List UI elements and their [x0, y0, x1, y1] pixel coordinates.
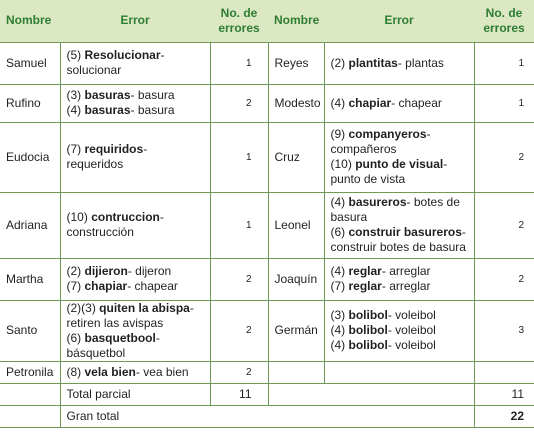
error-line [67, 63, 207, 78]
error-correction: construir botes de basura [330, 240, 466, 254]
error-number: (6) [330, 225, 349, 239]
error-correction: basura [330, 210, 368, 224]
error-correction: - [189, 300, 194, 315]
empty-cell [268, 405, 324, 427]
error-number: (4) [330, 338, 349, 352]
header-count-right: No. de errores [474, 0, 534, 42]
error-count: 3 [474, 300, 534, 361]
error-number: (10) [330, 157, 356, 171]
error-number: (2) [66, 264, 85, 278]
error-line [331, 157, 471, 172]
student-name [268, 361, 324, 383]
error-cell [324, 84, 474, 122]
error-correction: - [443, 157, 448, 171]
student-name: Petronila [0, 361, 60, 383]
error-cell [324, 42, 474, 84]
error-word: basuras [84, 88, 131, 102]
empty-cell [324, 405, 474, 427]
error-count: 1 [210, 122, 268, 192]
error-number: (8) [66, 364, 85, 379]
student-name: Modesto [268, 84, 324, 122]
error-word: bolibol [348, 308, 388, 322]
error-line [331, 210, 471, 225]
error-number: (2)(3) [66, 300, 100, 315]
error-word: dijieron [84, 264, 128, 278]
header-nombre-left: Nombre [0, 0, 60, 42]
error-correction: básquetbol [66, 345, 126, 360]
error-correction: - botes de [406, 195, 460, 209]
error-count: 2 [474, 192, 534, 258]
error-count: 2 [474, 258, 534, 300]
error-line [331, 96, 471, 111]
error-number: (7) [66, 279, 85, 293]
error-correction: punto de vista [330, 172, 406, 186]
student-name: Eudocia [0, 122, 60, 192]
error-correction: compañeros [330, 142, 397, 156]
error-correction: - chapear [127, 279, 178, 293]
error-word: construir basureros [348, 225, 462, 239]
error-line [331, 225, 471, 240]
error-correction: - [461, 225, 466, 239]
student-name: Rufino [0, 84, 60, 122]
error-line [67, 142, 207, 172]
error-correction: - vea bien [135, 364, 189, 379]
error-line [67, 346, 207, 361]
error-word: quiten la abispa [99, 300, 190, 315]
error-number: (5) [66, 48, 85, 62]
total-parcial-label: Total parcial [60, 383, 210, 405]
error-cell [60, 300, 210, 361]
error-count: 1 [474, 42, 534, 84]
error-number: (7) [330, 279, 349, 293]
error-count: 1 [210, 192, 268, 258]
table-row [0, 42, 534, 84]
error-count: 2 [474, 122, 534, 192]
error-number: (2) [330, 55, 349, 70]
table-row [0, 258, 534, 300]
table-body [0, 42, 534, 427]
error-line [67, 365, 207, 380]
error-line [67, 225, 207, 240]
error-cell [60, 84, 210, 122]
student-name: Leonel [268, 192, 324, 258]
error-cell [324, 122, 474, 192]
student-name: Cruz [268, 122, 324, 192]
error-correction: - [426, 127, 431, 141]
error-word: reglar [348, 264, 382, 278]
error-cell [324, 258, 474, 300]
header-count-left: No. de errores [210, 0, 268, 42]
error-correction: - arreglar [381, 264, 431, 278]
error-number: (6) [66, 330, 85, 345]
error-line [331, 142, 471, 157]
error-word: chapiar [348, 95, 392, 110]
error-count: 2 [210, 258, 268, 300]
error-correction: - requeridos [66, 142, 148, 171]
error-number: (3) [66, 88, 85, 102]
error-word: vela bien [84, 364, 136, 379]
error-count: 2 [210, 361, 268, 383]
error-number: (4) [330, 323, 349, 337]
table-row [0, 300, 534, 361]
error-correction: - voleibol [387, 308, 436, 322]
error-number: (4) [330, 195, 349, 209]
error-word: plantitas [348, 55, 398, 70]
error-correction: - dijeron [127, 264, 172, 278]
error-number: (3) [330, 308, 349, 322]
error-line [67, 210, 207, 225]
error-cell [60, 192, 210, 258]
error-cell [324, 192, 474, 258]
error-number: (9) [330, 127, 349, 141]
error-correction: construcción [66, 225, 134, 239]
empty-cell [268, 383, 324, 405]
total-parcial-left: 11 [210, 383, 268, 405]
error-count: 2 [210, 84, 268, 122]
error-number: (7) [66, 142, 85, 156]
error-line [67, 279, 207, 294]
table-row [0, 192, 534, 258]
header-error-left: Error [60, 0, 210, 42]
total-parcial-row [0, 383, 534, 405]
error-word: requiridos [84, 142, 144, 156]
error-correction: - voleibol [387, 323, 436, 337]
error-line [331, 127, 471, 142]
table-row [0, 122, 534, 192]
student-name: Samuel [0, 42, 60, 84]
error-correction: - voleibol [387, 338, 436, 352]
error-word: punto de visual [355, 157, 444, 171]
error-number: (4) [330, 264, 349, 278]
error-correction: - chapear [391, 95, 442, 110]
error-line [67, 316, 207, 331]
error-cell [60, 122, 210, 192]
error-correction: - [155, 330, 160, 345]
error-cell [324, 300, 474, 361]
table-row [0, 84, 534, 122]
error-word: reglar [348, 279, 382, 293]
error-line [67, 48, 207, 63]
error-line [331, 172, 471, 187]
error-correction: - arreglar [381, 279, 431, 293]
error-word: chapiar [84, 279, 128, 293]
student-name: Joaquín [268, 258, 324, 300]
error-count: 2 [210, 300, 268, 361]
total-parcial-right: 11 [474, 383, 534, 405]
error-correction: retiren las avispas [66, 315, 164, 330]
error-line [331, 195, 471, 210]
student-name: Adriana [0, 192, 60, 258]
error-correction: - plantas [397, 55, 444, 70]
error-count [474, 361, 534, 383]
header-nombre-right: Nombre [268, 0, 324, 42]
empty-cell [0, 405, 60, 427]
header-error-right: Error [324, 0, 474, 42]
error-line [331, 308, 471, 323]
error-correction: - [160, 48, 165, 62]
error-correction: - [159, 210, 164, 224]
error-cell [324, 361, 474, 383]
error-cell [60, 258, 210, 300]
error-line [331, 264, 471, 279]
error-word: companyeros [348, 127, 427, 141]
error-correction: - basura [130, 88, 175, 102]
error-line [331, 240, 471, 255]
error-number: (4) [330, 95, 349, 110]
error-count: 1 [210, 42, 268, 84]
empty-cell [324, 383, 474, 405]
error-correction: - basura [130, 103, 175, 117]
error-line [67, 264, 207, 279]
student-name: Germán [268, 300, 324, 361]
error-line [67, 88, 207, 103]
student-name: Reyes [268, 42, 324, 84]
error-line [67, 103, 207, 118]
error-cell [60, 361, 210, 383]
empty-cell [210, 405, 268, 427]
gran-total-value: 22 [474, 405, 534, 427]
table-row [0, 361, 534, 383]
error-correction: solucionar [66, 63, 122, 77]
error-word: basureros [348, 195, 407, 209]
error-word: contruccion [91, 210, 160, 224]
error-line [331, 56, 471, 71]
error-number: (4) [66, 103, 85, 117]
error-line [331, 323, 471, 338]
error-word: basquetbool [84, 330, 156, 345]
error-line [67, 301, 207, 316]
error-word: bolibol [348, 323, 388, 337]
error-word: Resolucionar [84, 48, 161, 62]
student-name: Santo [0, 300, 60, 361]
gran-total-label: Gran total [60, 405, 210, 427]
error-line [331, 279, 471, 294]
error-word: basuras [84, 103, 131, 117]
error-line [331, 338, 471, 353]
gran-total-row [0, 405, 534, 427]
error-line [67, 331, 207, 346]
error-count: 1 [474, 84, 534, 122]
empty-cell [0, 383, 60, 405]
error-number: (10) [66, 210, 92, 224]
error-cell [60, 42, 210, 84]
student-name: Martha [0, 258, 60, 300]
error-word: bolibol [348, 338, 388, 352]
